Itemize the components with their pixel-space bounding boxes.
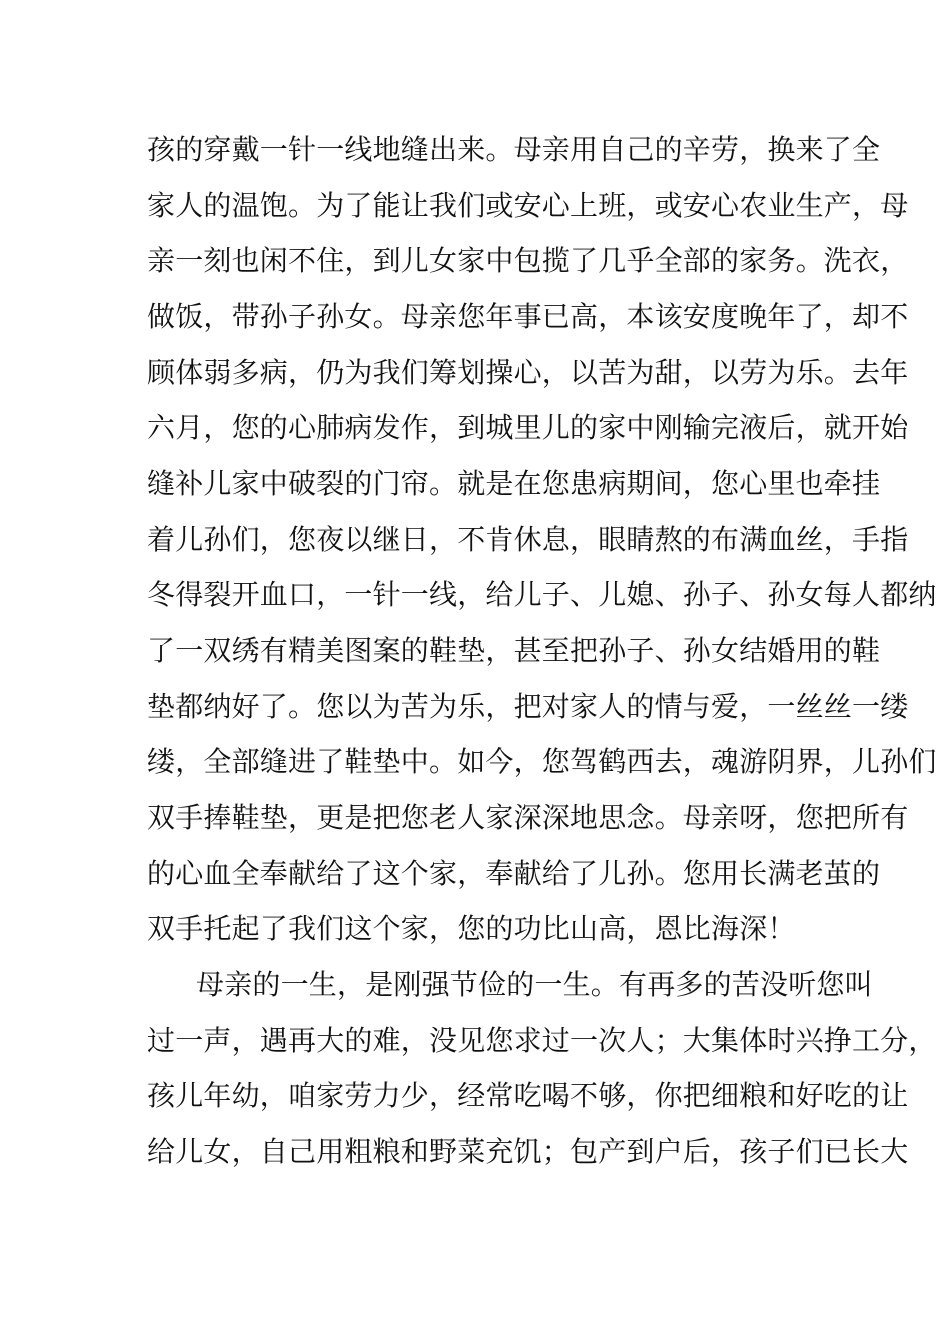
text-line: 垫都纳好了。您以为苦为乐，把对家人的情与爱，一丝丝一缕 — [147, 690, 909, 723]
text-line: 给儿女，自己用粗粮和野菜充饥；包产到户后，孩子们已长大 — [147, 1135, 909, 1168]
text-line: 过一声，遇再大的难，没见您求过一次人；大集体时兴挣工分， — [147, 1024, 937, 1057]
text-line: 着儿孙们，您夜以继日，不肯休息，眼睛熬的布满血丝，手指 — [147, 523, 909, 556]
text-line: 顾体弱多病，仍为我们筹划操心，以苦为甜，以劳为乐。去年 — [147, 356, 909, 389]
text-line: 亲一刻也闲不住，到儿女家中包揽了几乎全部的家务。洗衣， — [147, 244, 909, 277]
text-line: 孩的穿戴一针一线地缝出来。母亲用自己的辛劳，换来了全 — [147, 133, 881, 166]
text-line: 了一双绣有精美图案的鞋垫，甚至把孙子、孙女结婚用的鞋 — [147, 634, 881, 667]
text-line: 缕，全部缝进了鞋垫中。如今，您驾鹤西去，魂游阴界，儿孙们 — [147, 745, 937, 778]
text-line: 缝补儿家中破裂的门帘。就是在您患病期间，您心里也牵挂 — [147, 467, 881, 500]
text-line: 家人的温饱。为了能让我们或安心上班，或安心农业生产，母 — [147, 189, 909, 222]
text-line: 六月，您的心肺病发作，到城里儿的家中刚输完液后，就开始 — [147, 411, 909, 444]
text-line: 的心血全奉献给了这个家，奉献给了儿孙。您用长满老茧的 — [147, 857, 881, 890]
text-line: 冬得裂开血口，一针一线，给儿子、儿媳、孙子、孙女每人都纳 — [147, 578, 937, 611]
text-line: 双手捧鞋垫，更是把您老人家深深地思念。母亲呀，您把所有 — [147, 801, 909, 834]
text-line: 孩儿年幼，咱家劳力少，经常吃喝不够，你把细粮和好吃的让 — [147, 1079, 909, 1112]
text-line: 双手托起了我们这个家，您的功比山高，恩比海深！ — [147, 912, 796, 945]
text-line: 做饭，带孙子孙女。母亲您年事已高，本该安度晚年了，却不 — [147, 300, 909, 333]
paragraph-first-line: 母亲的一生，是刚强节俭的一生。有再多的苦没听您叫 — [196, 968, 873, 1001]
